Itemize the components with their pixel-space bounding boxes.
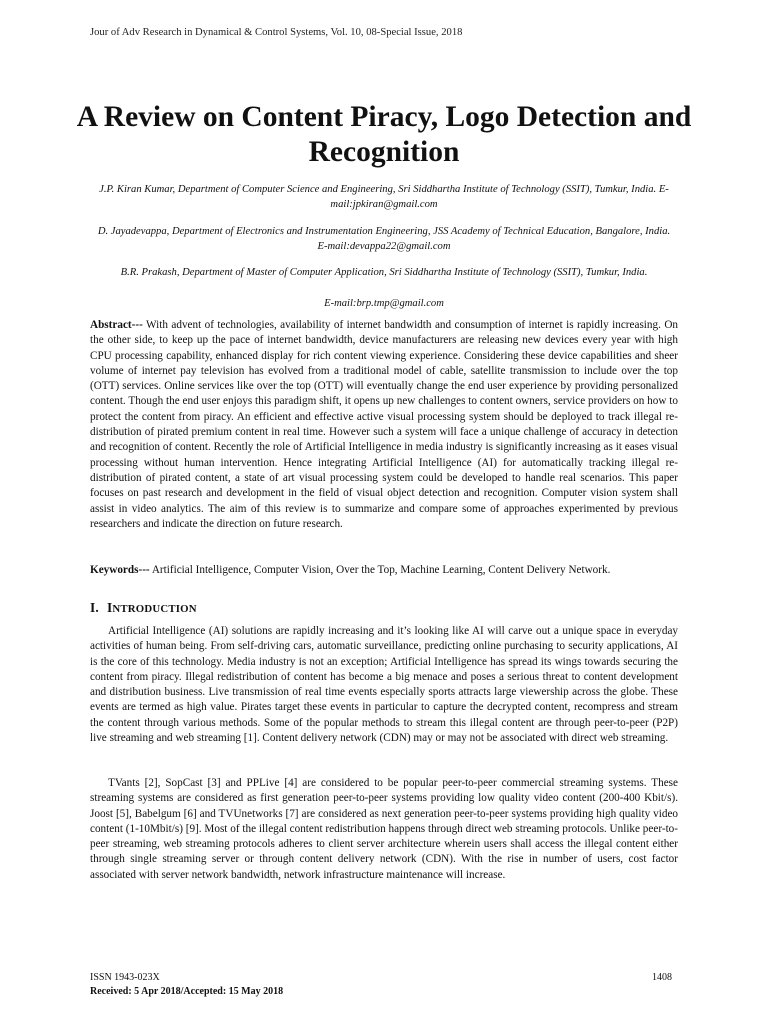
author-1: J.P. Kiran Kumar, Department of Computer Science and Engineering, Sri Siddhartha Institute of Technology (SSIT), Tumkur, India. E-mail:jpkiran@gmail.com [99, 184, 669, 210]
section-number: I. [90, 600, 99, 615]
page-number: 1408 [652, 972, 672, 983]
keywords-text: Artificial Intelligence, Computer Vision, Over the Top, Machine Learning, Content Delivery Network. [149, 564, 611, 576]
section-title-initial: I [106, 600, 113, 615]
abstract-text: With advent of technologies, availability of internet bandwidth and consumption of internet is rapidly increasing. On the other side, to keep up the pace of internet bandwidth, device manufacturers are releasing new devices every year with high CPU processing capability, enhanced display for rich content viewing experience. Considering these device capabilities and sheer volume of internet pay television has evolved from a traditional model of cable, satellite transmission to include over the top (OTT) services. Online services like over the top (OTT) will eventually change the end user experience by providing personalized content. Though the end user enjoys this paradigm shift, it opens up new challenges to content owners, service providers on how to protect the content from piracy. An efficient and effective active visual processing system should be deployed to track illegal re-distribution of pirated premium content in real time. However such a system will face a unique challenge of accuracy in detection and recognition of content. Recently the role of Artificial Intelligence in media industry is significantly increasing as it eases visual processing without human intervention. Hence integrating Artificial Intelligence (AI) for automatically tracking illegal re-distribution of pirated content, a state of art visual processing system could be developed to handle real scenarios. This paper focuses on past research and development in the field of visual object detection and recognition. Computer vision system shall assist in video analytics. The aim of this review is to summarize and compare some of approaches experimented by previous researchers and indicate the direction on future research. [90, 319, 678, 530]
body-paragraph-2: TVants [2], SopCast [3] and PPLive [4] are considered to be popular peer-to-peer commercial streaming systems. These streaming systems are considered as first generation peer-to-peer systems providing low quality video content (200-400 Kbit/s). Joost [5], Babelgum [6] and TVUnetworks [7] are considered as next generation peer-to-peer systems providing high quality video content (1-10Mbit/s) [9]. Most of the illegal content redistribution happens through direct web streaming protocols. Unlike peer-to-peer streaming, web streaming protocols adheres to client server architecture wherein users shall access the illegal content either through single streaming server or through content delivery network (CDN). With the rise in number of users, cost factor associated with server network bandwidth, network infrastructure maintenance will increase. [90, 777, 678, 881]
author-3: B.R. Prakash, Department of Master of Computer Application, Sri Siddhartha Institute of Technology (SSIT), Tumkur, India. [120, 267, 648, 278]
journal-header: Jour of Adv Research in Dynamical & Control Systems, Vol. 10, 08-Special Issue, 2018 [90, 27, 463, 38]
paper-title: A Review on Content Piracy, Logo Detection and Recognition [76, 101, 692, 168]
section-title-rest: NTRODUCTION [112, 603, 197, 615]
abstract [90, 318, 678, 532]
author-3-email: E-mail:brp.tmp@gmail.com [324, 298, 444, 309]
section-heading-introduction [90, 600, 197, 616]
body-paragraph-1: Artificial Intelligence (AI) solutions are rapidly increasing and it’s looking like AI will carve out a unique space in everyday activities of human being. From self-driving cars, automatic surveillance, predicting online purchasing to security applications, AI is the core of this technology. Media industry is not an exception; Artificial Intelligence has spread its wings towards securing the content from piracy. Illegal redistribution of content has become a big menace and poses a serious threat to content development and distribution business. Live transmission of real time events especially sports attracts large viewership across the globe. These events are termed as high value. Pirates target these events in particular to capture the decrypted content, recompress and stream the content through various methods. Some of the popular methods to stream this illegal content are through peer-to-peer (P2P) live streaming and web streaming [1]. Content delivery network (CDN) may or may not be associated with direct web streaming. [90, 625, 678, 745]
footer-received-date: Received: 5 Apr 2018/Accepted: 15 May 2018 [90, 986, 284, 997]
keywords-label: Keywords--- [90, 564, 150, 576]
footer-issn: ISSN 1943-023X [90, 972, 160, 983]
abstract-label: Abstract--- [90, 319, 143, 331]
keywords [90, 563, 690, 578]
author-2: D. Jayadevappa, Department of Electronics and Instrumentation Engineering, JSS Academy of Technical Education, Bangalore, India. E-mail:devappa22@gmail.com [97, 226, 671, 252]
